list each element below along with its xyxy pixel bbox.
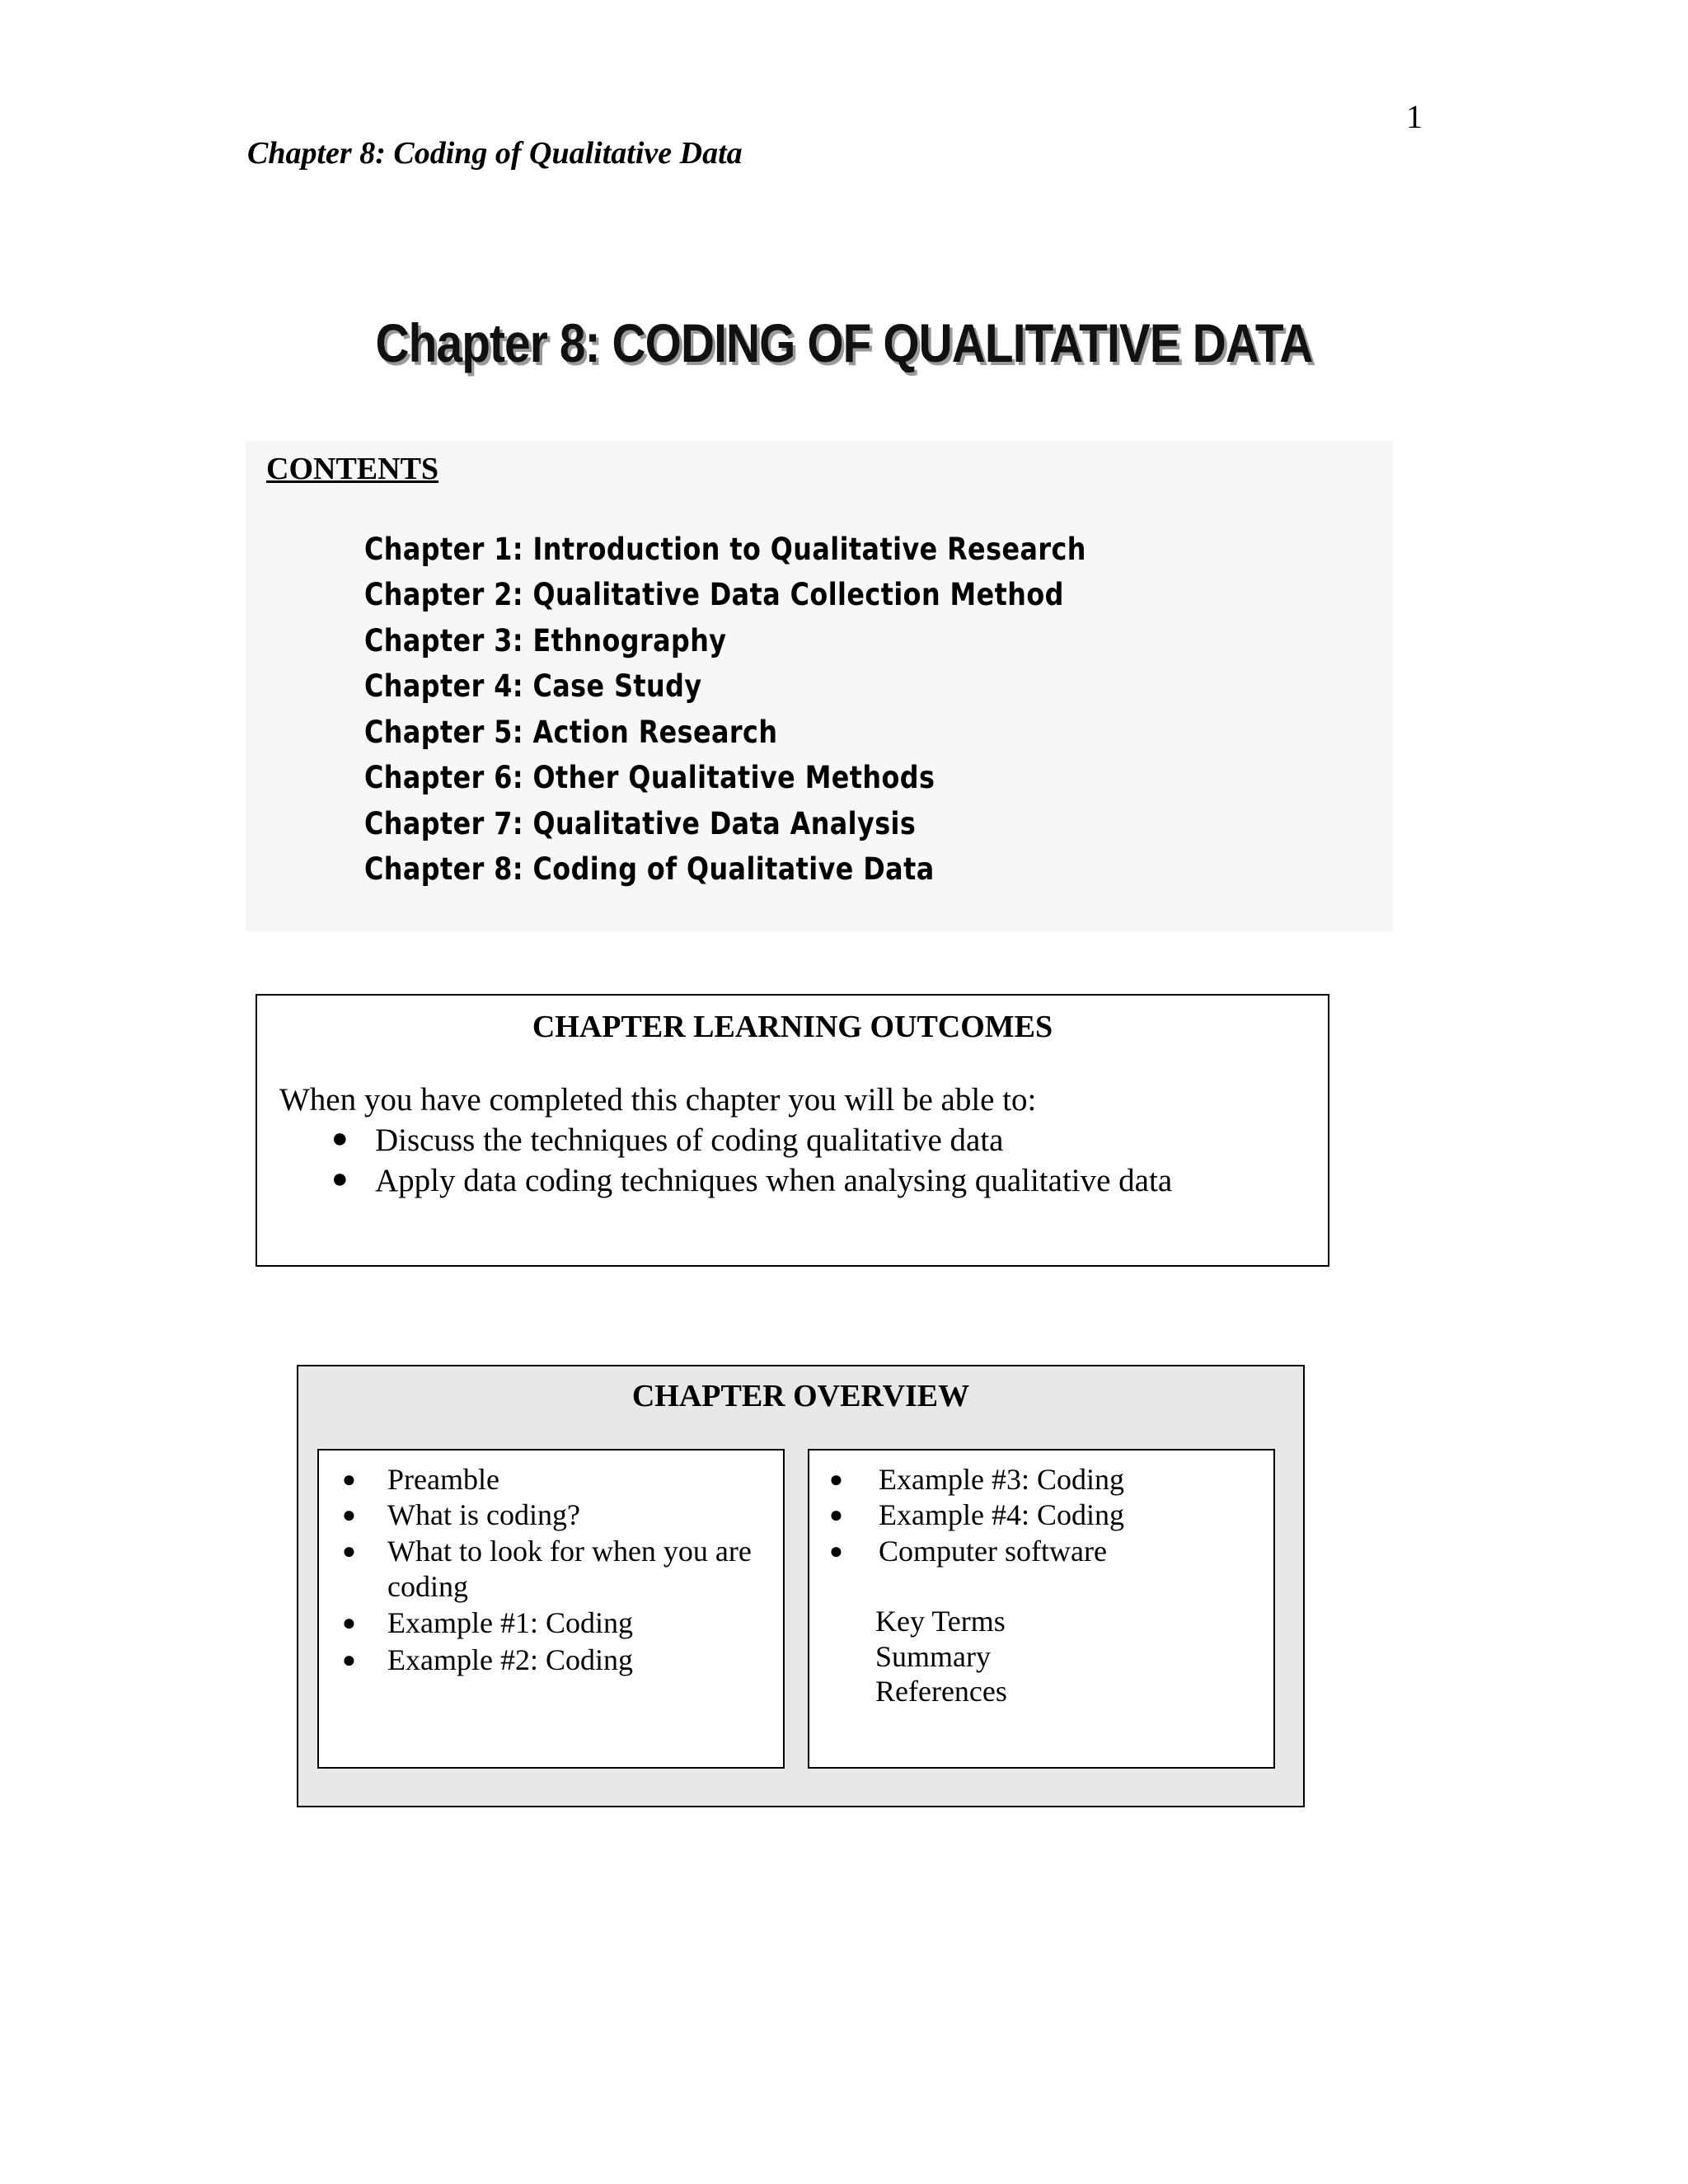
toc-item: Chapter 7: Qualitative Data Analysis [364, 806, 917, 841]
toc-item: Chapter 3: Ethnography [364, 623, 727, 658]
outcome-item: Discuss the techniques of coding qualitative data [375, 1122, 1004, 1158]
bullet-icon: ● [342, 1647, 356, 1673]
overview-item: Example #3: Coding [879, 1463, 1124, 1496]
outcome-item: Apply data coding techniques when analysing qualitative data [375, 1163, 1173, 1198]
overview-item: Computer software [879, 1535, 1107, 1568]
toc-item: Chapter 8: Coding of Qualitative Data [364, 851, 935, 887]
bullet-icon: ● [829, 1539, 843, 1564]
toc-item: Chapter 1: Introduction to Qualitative Research [364, 532, 1086, 567]
toc-item: Chapter 2: Qualitative Data Collection Method [364, 577, 1064, 612]
bullet-icon: ● [342, 1502, 356, 1528]
chapter-overview-box [297, 1365, 1305, 1807]
running-header: Chapter 8: Coding of Qualitative Data [247, 136, 743, 171]
overview-extra-item: Key Terms [875, 1605, 1006, 1638]
overview-item: Example #4: Coding [879, 1498, 1124, 1531]
bullet-icon: ● [829, 1467, 843, 1493]
contents-panel [246, 441, 1393, 932]
overview-item: Preamble [387, 1463, 499, 1496]
bullet-icon: ● [342, 1467, 356, 1493]
learning-outcomes-box [256, 994, 1329, 1267]
overview-left-column [317, 1449, 785, 1769]
chapter-overview-title: CHAPTER OVERVIEW [631, 1379, 970, 1413]
overview-item: coding [387, 1570, 468, 1603]
chapter-title [0, 312, 1688, 374]
overview-extra-item: References [875, 1675, 1007, 1708]
overview-right-column [808, 1449, 1275, 1769]
bullet-icon: ● [829, 1502, 843, 1528]
bullet-icon: ● [331, 1123, 349, 1154]
overview-item: What to look for when you are [387, 1535, 752, 1568]
bullet-icon: ● [342, 1610, 356, 1636]
toc-item: Chapter 4: Case Study [364, 668, 702, 704]
overview-extra-item: Summary [875, 1640, 991, 1673]
toc-item: Chapter 5: Action Research [364, 715, 778, 750]
contents-heading: CONTENTS [266, 452, 439, 486]
bullet-icon: ● [342, 1539, 356, 1564]
learning-outcomes-intro: When you have completed this chapter you will be able to: [279, 1082, 1037, 1118]
page-number: 1 [1406, 98, 1423, 135]
bullet-icon: ● [331, 1164, 349, 1194]
toc-item: Chapter 6: Other Qualitative Methods [364, 760, 935, 795]
learning-outcomes-title: CHAPTER LEARNING OUTCOMES [532, 1010, 1053, 1044]
overview-item: Example #2: Coding [387, 1643, 633, 1676]
overview-item: What is coding? [387, 1498, 580, 1531]
chapter-title-text: Chapter 8: CODING OF QUALITATIVE DATA [375, 312, 1313, 373]
overview-item: Example #1: Coding [387, 1606, 633, 1639]
